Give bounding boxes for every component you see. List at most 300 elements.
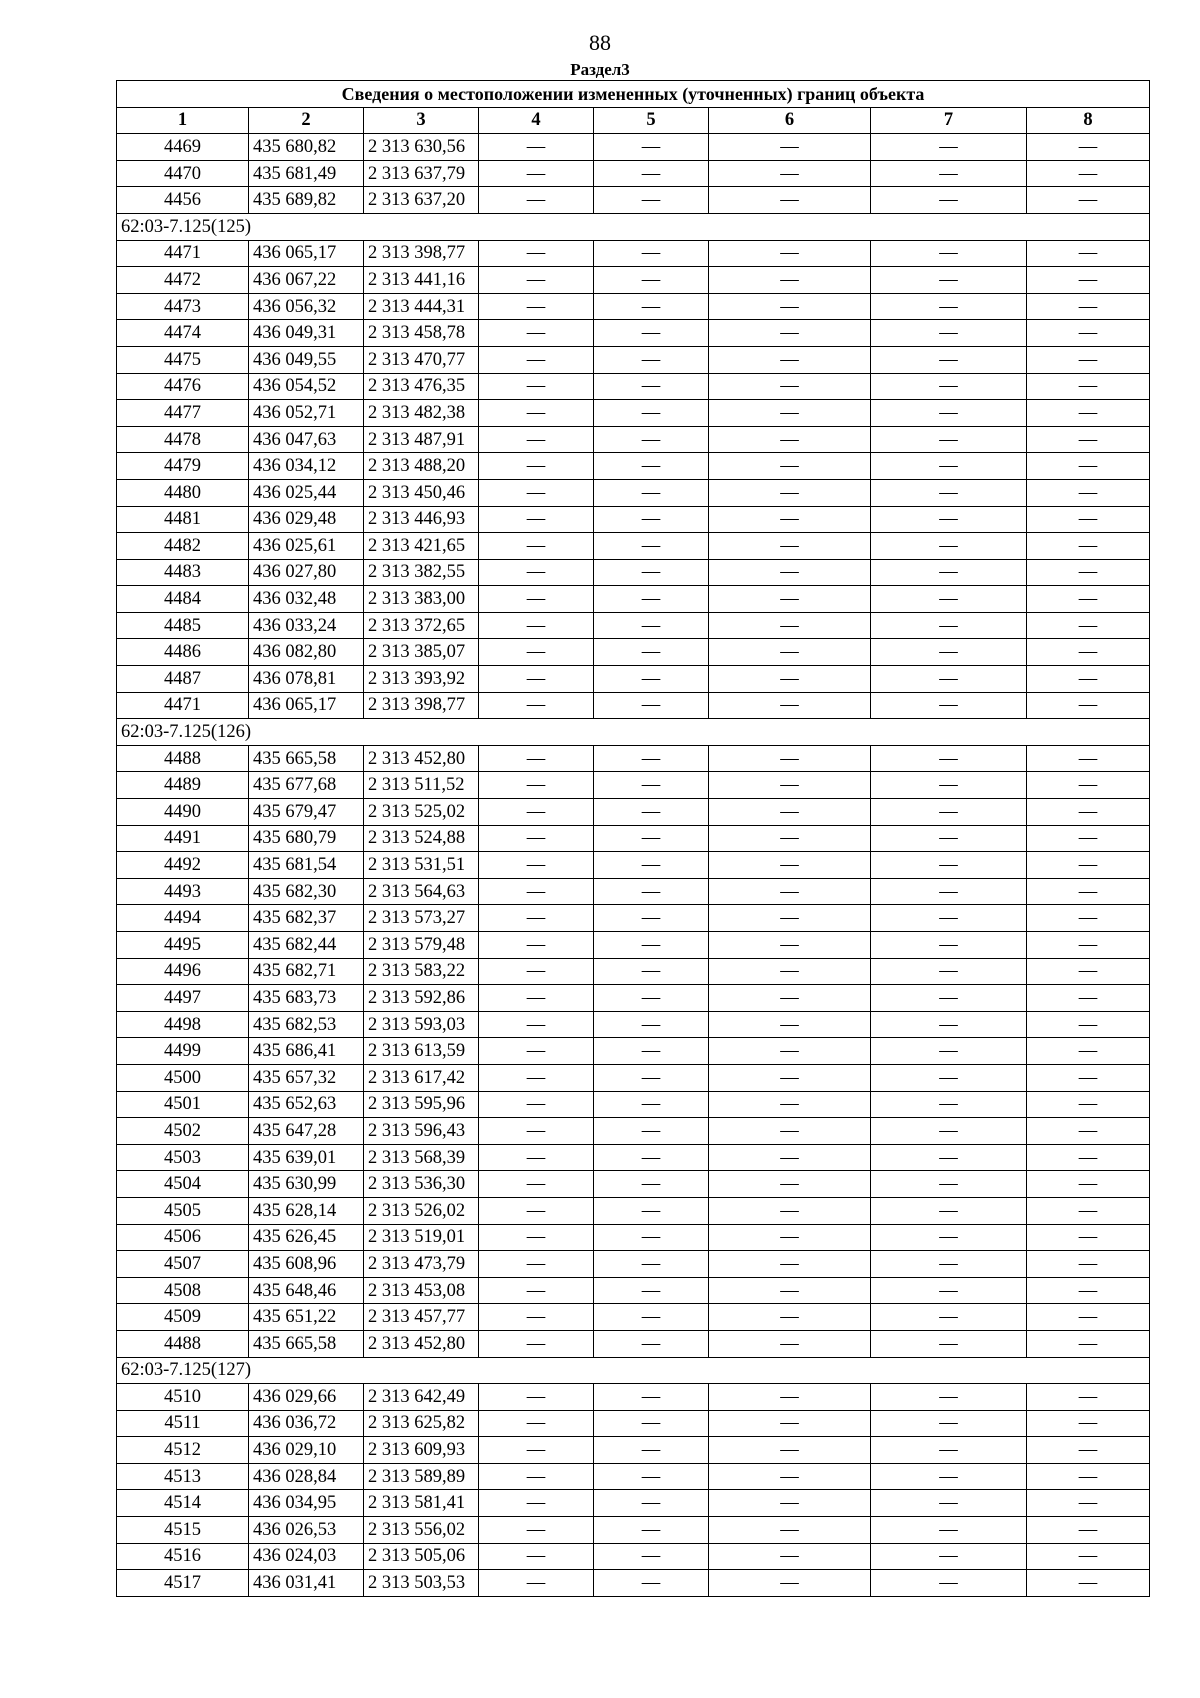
empty-value-cell-4: — xyxy=(479,160,594,187)
y-coordinate-cell: 2 313 595,96 xyxy=(364,1091,479,1118)
empty-value-cell-4: — xyxy=(479,1118,594,1145)
y-coordinate-cell: 2 313 589,89 xyxy=(364,1463,479,1490)
empty-value-cell-8: — xyxy=(1027,267,1150,294)
empty-value-cell-8: — xyxy=(1027,134,1150,161)
column-header-7: 7 xyxy=(871,107,1027,134)
y-coordinate-cell: 2 313 470,77 xyxy=(364,346,479,373)
empty-value-cell-7: — xyxy=(871,1277,1027,1304)
table-row xyxy=(117,666,1150,693)
empty-value-cell-7: — xyxy=(871,1570,1027,1597)
table-row xyxy=(117,1011,1150,1038)
y-coordinate-cell: 2 313 526,02 xyxy=(364,1197,479,1224)
empty-value-cell-8: — xyxy=(1027,559,1150,586)
empty-value-cell-5: — xyxy=(594,1224,709,1251)
empty-value-cell-5: — xyxy=(594,1437,709,1464)
group-row xyxy=(117,1357,1150,1384)
x-coordinate-cell: 436 031,41 xyxy=(249,1570,364,1597)
empty-value-cell-8: — xyxy=(1027,1330,1150,1357)
empty-value-cell-6: — xyxy=(709,799,871,826)
x-coordinate-cell: 436 025,44 xyxy=(249,479,364,506)
point-number-cell: 4499 xyxy=(117,1038,249,1065)
empty-value-cell-5: — xyxy=(594,1277,709,1304)
empty-value-cell-5: — xyxy=(594,1251,709,1278)
empty-value-cell-8: — xyxy=(1027,187,1150,214)
empty-value-cell-7: — xyxy=(871,160,1027,187)
table-row xyxy=(117,426,1150,453)
point-number-cell: 4456 xyxy=(117,187,249,214)
column-header-2: 2 xyxy=(249,107,364,134)
empty-value-cell-8: — xyxy=(1027,1437,1150,1464)
empty-value-cell-5: — xyxy=(594,1463,709,1490)
empty-value-cell-4: — xyxy=(479,320,594,347)
x-coordinate-cell: 435 680,82 xyxy=(249,134,364,161)
empty-value-cell-8: — xyxy=(1027,533,1150,560)
empty-value-cell-7: — xyxy=(871,985,1027,1012)
point-number-cell: 4475 xyxy=(117,346,249,373)
empty-value-cell-7: — xyxy=(871,320,1027,347)
empty-value-cell-6: — xyxy=(709,1570,871,1597)
empty-value-cell-5: — xyxy=(594,1118,709,1145)
empty-value-cell-5: — xyxy=(594,1543,709,1570)
table-row xyxy=(117,772,1150,799)
empty-value-cell-4: — xyxy=(479,1543,594,1570)
table-row xyxy=(117,1144,1150,1171)
empty-value-cell-8: — xyxy=(1027,346,1150,373)
empty-value-cell-8: — xyxy=(1027,1490,1150,1517)
empty-value-cell-4: — xyxy=(479,799,594,826)
table-row xyxy=(117,852,1150,879)
point-number-cell: 4479 xyxy=(117,453,249,480)
empty-value-cell-4: — xyxy=(479,1197,594,1224)
empty-value-cell-4: — xyxy=(479,187,594,214)
empty-value-cell-8: — xyxy=(1027,1570,1150,1597)
table-row xyxy=(117,1251,1150,1278)
table-row xyxy=(117,1570,1150,1597)
point-number-cell: 4511 xyxy=(117,1410,249,1437)
table-row xyxy=(117,612,1150,639)
empty-value-cell-6: — xyxy=(709,612,871,639)
empty-value-cell-8: — xyxy=(1027,1197,1150,1224)
empty-value-cell-7: — xyxy=(871,400,1027,427)
empty-value-cell-8: — xyxy=(1027,240,1150,267)
empty-value-cell-6: — xyxy=(709,453,871,480)
empty-value-cell-4: — xyxy=(479,1091,594,1118)
y-coordinate-cell: 2 313 398,77 xyxy=(364,692,479,719)
x-coordinate-cell: 436 047,63 xyxy=(249,426,364,453)
empty-value-cell-8: — xyxy=(1027,825,1150,852)
point-number-cell: 4492 xyxy=(117,852,249,879)
empty-value-cell-7: — xyxy=(871,453,1027,480)
x-coordinate-cell: 435 682,44 xyxy=(249,932,364,959)
empty-value-cell-7: — xyxy=(871,1384,1027,1411)
empty-value-cell-5: — xyxy=(594,1171,709,1198)
point-number-cell: 4484 xyxy=(117,586,249,613)
x-coordinate-cell: 436 034,95 xyxy=(249,1490,364,1517)
table-row xyxy=(117,1304,1150,1331)
empty-value-cell-4: — xyxy=(479,134,594,161)
empty-value-cell-4: — xyxy=(479,1463,594,1490)
empty-value-cell-5: — xyxy=(594,1197,709,1224)
empty-value-cell-4: — xyxy=(479,293,594,320)
point-number-cell: 4485 xyxy=(117,612,249,639)
empty-value-cell-8: — xyxy=(1027,1091,1150,1118)
empty-value-cell-4: — xyxy=(479,346,594,373)
empty-value-cell-7: — xyxy=(871,612,1027,639)
empty-value-cell-4: — xyxy=(479,1384,594,1411)
y-coordinate-cell: 2 313 457,77 xyxy=(364,1304,479,1331)
y-coordinate-cell: 2 313 592,86 xyxy=(364,985,479,1012)
y-coordinate-cell: 2 313 583,22 xyxy=(364,958,479,985)
y-coordinate-cell: 2 313 476,35 xyxy=(364,373,479,400)
group-label: 62:03-7.125(126) xyxy=(117,719,1150,746)
point-number-cell: 4488 xyxy=(117,1330,249,1357)
empty-value-cell-4: — xyxy=(479,479,594,506)
y-coordinate-cell: 2 313 482,38 xyxy=(364,400,479,427)
y-coordinate-cell: 2 313 450,46 xyxy=(364,479,479,506)
y-coordinate-cell: 2 313 446,93 xyxy=(364,506,479,533)
point-number-cell: 4480 xyxy=(117,479,249,506)
y-coordinate-cell: 2 313 383,00 xyxy=(364,586,479,613)
x-coordinate-cell: 436 067,22 xyxy=(249,267,364,294)
empty-value-cell-7: — xyxy=(871,1490,1027,1517)
empty-value-cell-6: — xyxy=(709,932,871,959)
empty-value-cell-6: — xyxy=(709,1144,871,1171)
x-coordinate-cell: 435 652,63 xyxy=(249,1091,364,1118)
table-row xyxy=(117,905,1150,932)
empty-value-cell-6: — xyxy=(709,1543,871,1570)
x-coordinate-cell: 436 027,80 xyxy=(249,559,364,586)
table-row xyxy=(117,958,1150,985)
page-number: 88 xyxy=(589,30,611,55)
table-row xyxy=(117,1038,1150,1065)
group-label: 62:03-7.125(125) xyxy=(117,213,1150,240)
x-coordinate-cell: 435 630,99 xyxy=(249,1171,364,1198)
point-number-cell: 4491 xyxy=(117,825,249,852)
point-number-cell: 4470 xyxy=(117,160,249,187)
empty-value-cell-8: — xyxy=(1027,160,1150,187)
point-number-cell: 4505 xyxy=(117,1197,249,1224)
group-row xyxy=(117,719,1150,746)
y-coordinate-cell: 2 313 642,49 xyxy=(364,1384,479,1411)
empty-value-cell-5: — xyxy=(594,400,709,427)
coordinates-table xyxy=(116,80,1150,1597)
empty-value-cell-4: — xyxy=(479,1490,594,1517)
empty-value-cell-8: — xyxy=(1027,745,1150,772)
table-row xyxy=(117,1490,1150,1517)
point-number-cell: 4496 xyxy=(117,958,249,985)
y-coordinate-cell: 2 313 519,01 xyxy=(364,1224,479,1251)
table-row xyxy=(117,1197,1150,1224)
empty-value-cell-7: — xyxy=(871,932,1027,959)
y-coordinate-cell: 2 313 564,63 xyxy=(364,878,479,905)
y-coordinate-cell: 2 313 556,02 xyxy=(364,1517,479,1544)
empty-value-cell-5: — xyxy=(594,958,709,985)
table-row xyxy=(117,506,1150,533)
empty-value-cell-5: — xyxy=(594,985,709,1012)
empty-value-cell-6: — xyxy=(709,293,871,320)
empty-value-cell-6: — xyxy=(709,426,871,453)
empty-value-cell-7: — xyxy=(871,905,1027,932)
empty-value-cell-4: — xyxy=(479,559,594,586)
point-number-cell: 4517 xyxy=(117,1570,249,1597)
empty-value-cell-8: — xyxy=(1027,692,1150,719)
empty-value-cell-5: — xyxy=(594,1011,709,1038)
x-coordinate-cell: 436 052,71 xyxy=(249,400,364,427)
empty-value-cell-6: — xyxy=(709,878,871,905)
empty-value-cell-8: — xyxy=(1027,373,1150,400)
empty-value-cell-6: — xyxy=(709,958,871,985)
empty-value-cell-5: — xyxy=(594,346,709,373)
point-number-cell: 4509 xyxy=(117,1304,249,1331)
table-row xyxy=(117,479,1150,506)
empty-value-cell-4: — xyxy=(479,267,594,294)
empty-value-cell-5: — xyxy=(594,666,709,693)
y-coordinate-cell: 2 313 382,55 xyxy=(364,559,479,586)
empty-value-cell-6: — xyxy=(709,586,871,613)
empty-value-cell-8: — xyxy=(1027,1543,1150,1570)
empty-value-cell-8: — xyxy=(1027,1144,1150,1171)
x-coordinate-cell: 435 682,37 xyxy=(249,905,364,932)
empty-value-cell-6: — xyxy=(709,1118,871,1145)
y-coordinate-cell: 2 313 617,42 xyxy=(364,1064,479,1091)
table-row xyxy=(117,1384,1150,1411)
empty-value-cell-4: — xyxy=(479,905,594,932)
point-number-cell: 4481 xyxy=(117,506,249,533)
empty-value-cell-8: — xyxy=(1027,958,1150,985)
column-header-3: 3 xyxy=(364,107,479,134)
empty-value-cell-6: — xyxy=(709,1384,871,1411)
table-row xyxy=(117,187,1150,214)
empty-value-cell-6: — xyxy=(709,1463,871,1490)
x-coordinate-cell: 436 049,55 xyxy=(249,346,364,373)
empty-value-cell-7: — xyxy=(871,772,1027,799)
table-row xyxy=(117,985,1150,1012)
empty-value-cell-5: — xyxy=(594,639,709,666)
empty-value-cell-5: — xyxy=(594,1304,709,1331)
x-coordinate-cell: 435 651,22 xyxy=(249,1304,364,1331)
x-coordinate-cell: 436 029,10 xyxy=(249,1437,364,1464)
empty-value-cell-7: — xyxy=(871,1091,1027,1118)
x-coordinate-cell: 435 647,28 xyxy=(249,1118,364,1145)
empty-value-cell-6: — xyxy=(709,985,871,1012)
empty-value-cell-5: — xyxy=(594,267,709,294)
empty-value-cell-4: — xyxy=(479,1064,594,1091)
x-coordinate-cell: 435 681,49 xyxy=(249,160,364,187)
empty-value-cell-4: — xyxy=(479,878,594,905)
empty-value-cell-4: — xyxy=(479,612,594,639)
y-coordinate-cell: 2 313 458,78 xyxy=(364,320,479,347)
empty-value-cell-8: — xyxy=(1027,1118,1150,1145)
table-row xyxy=(117,293,1150,320)
empty-value-cell-6: — xyxy=(709,533,871,560)
empty-value-cell-6: — xyxy=(709,1490,871,1517)
point-number-cell: 4497 xyxy=(117,985,249,1012)
x-coordinate-cell: 435 680,79 xyxy=(249,825,364,852)
table-row xyxy=(117,240,1150,267)
x-coordinate-cell: 436 033,24 xyxy=(249,612,364,639)
empty-value-cell-6: — xyxy=(709,1517,871,1544)
y-coordinate-cell: 2 313 503,53 xyxy=(364,1570,479,1597)
empty-value-cell-6: — xyxy=(709,1224,871,1251)
empty-value-cell-6: — xyxy=(709,479,871,506)
table-caption: Сведения о местоположении измененных (уточненных) границ объекта xyxy=(117,81,1150,108)
empty-value-cell-5: — xyxy=(594,1064,709,1091)
empty-value-cell-5: — xyxy=(594,506,709,533)
y-coordinate-cell: 2 313 568,39 xyxy=(364,1144,479,1171)
empty-value-cell-4: — xyxy=(479,1437,594,1464)
empty-value-cell-6: — xyxy=(709,1251,871,1278)
empty-value-cell-5: — xyxy=(594,852,709,879)
empty-value-cell-8: — xyxy=(1027,985,1150,1012)
empty-value-cell-6: — xyxy=(709,1011,871,1038)
x-coordinate-cell: 436 026,53 xyxy=(249,1517,364,1544)
empty-value-cell-5: — xyxy=(594,825,709,852)
empty-value-cell-7: — xyxy=(871,825,1027,852)
x-coordinate-cell: 436 082,80 xyxy=(249,639,364,666)
empty-value-cell-8: — xyxy=(1027,400,1150,427)
y-coordinate-cell: 2 313 473,79 xyxy=(364,1251,479,1278)
x-coordinate-cell: 435 682,53 xyxy=(249,1011,364,1038)
y-coordinate-cell: 2 313 511,52 xyxy=(364,772,479,799)
point-number-cell: 4473 xyxy=(117,293,249,320)
empty-value-cell-6: — xyxy=(709,134,871,161)
empty-value-cell-8: — xyxy=(1027,852,1150,879)
empty-value-cell-6: — xyxy=(709,639,871,666)
point-number-cell: 4493 xyxy=(117,878,249,905)
empty-value-cell-6: — xyxy=(709,1437,871,1464)
point-number-cell: 4515 xyxy=(117,1517,249,1544)
y-coordinate-cell: 2 313 487,91 xyxy=(364,426,479,453)
empty-value-cell-5: — xyxy=(594,772,709,799)
empty-value-cell-7: — xyxy=(871,267,1027,294)
point-number-cell: 4477 xyxy=(117,400,249,427)
y-coordinate-cell: 2 313 385,07 xyxy=(364,639,479,666)
empty-value-cell-8: — xyxy=(1027,1517,1150,1544)
x-coordinate-cell: 435 686,41 xyxy=(249,1038,364,1065)
empty-value-cell-6: — xyxy=(709,1197,871,1224)
empty-value-cell-7: — xyxy=(871,479,1027,506)
empty-value-cell-4: — xyxy=(479,825,594,852)
empty-value-cell-8: — xyxy=(1027,586,1150,613)
empty-value-cell-7: — xyxy=(871,1224,1027,1251)
empty-value-cell-8: — xyxy=(1027,612,1150,639)
point-number-cell: 4471 xyxy=(117,692,249,719)
empty-value-cell-5: — xyxy=(594,932,709,959)
empty-value-cell-4: — xyxy=(479,985,594,1012)
y-coordinate-cell: 2 313 625,82 xyxy=(364,1410,479,1437)
empty-value-cell-6: — xyxy=(709,1171,871,1198)
section-title: Раздел3 xyxy=(570,60,630,79)
point-number-cell: 4503 xyxy=(117,1144,249,1171)
table-row xyxy=(117,1171,1150,1198)
point-number-cell: 4483 xyxy=(117,559,249,586)
empty-value-cell-5: — xyxy=(594,1410,709,1437)
x-coordinate-cell: 436 065,17 xyxy=(249,240,364,267)
table-row xyxy=(117,692,1150,719)
x-coordinate-cell: 435 665,58 xyxy=(249,1330,364,1357)
point-number-cell: 4474 xyxy=(117,320,249,347)
empty-value-cell-8: — xyxy=(1027,293,1150,320)
empty-value-cell-5: — xyxy=(594,453,709,480)
empty-value-cell-4: — xyxy=(479,586,594,613)
empty-value-cell-6: — xyxy=(709,1038,871,1065)
empty-value-cell-7: — xyxy=(871,1038,1027,1065)
empty-value-cell-4: — xyxy=(479,745,594,772)
column-header-4: 4 xyxy=(479,107,594,134)
y-coordinate-cell: 2 313 421,65 xyxy=(364,533,479,560)
x-coordinate-cell: 435 689,82 xyxy=(249,187,364,214)
point-number-cell: 4516 xyxy=(117,1543,249,1570)
table-row xyxy=(117,745,1150,772)
y-coordinate-cell: 2 313 452,80 xyxy=(364,745,479,772)
empty-value-cell-7: — xyxy=(871,1171,1027,1198)
x-coordinate-cell: 435 648,46 xyxy=(249,1277,364,1304)
x-coordinate-cell: 436 036,72 xyxy=(249,1410,364,1437)
empty-value-cell-8: — xyxy=(1027,1384,1150,1411)
empty-value-cell-8: — xyxy=(1027,639,1150,666)
empty-value-cell-7: — xyxy=(871,1251,1027,1278)
empty-value-cell-5: — xyxy=(594,559,709,586)
empty-value-cell-6: — xyxy=(709,1091,871,1118)
point-number-cell: 4506 xyxy=(117,1224,249,1251)
empty-value-cell-4: — xyxy=(479,240,594,267)
y-coordinate-cell: 2 313 488,20 xyxy=(364,453,479,480)
empty-value-cell-8: — xyxy=(1027,932,1150,959)
x-coordinate-cell: 436 056,32 xyxy=(249,293,364,320)
y-coordinate-cell: 2 313 524,88 xyxy=(364,825,479,852)
empty-value-cell-8: — xyxy=(1027,878,1150,905)
column-header-6: 6 xyxy=(709,107,871,134)
table-row xyxy=(117,320,1150,347)
point-number-cell: 4478 xyxy=(117,426,249,453)
table-row xyxy=(117,1330,1150,1357)
empty-value-cell-7: — xyxy=(871,1463,1027,1490)
empty-value-cell-6: — xyxy=(709,772,871,799)
y-coordinate-cell: 2 313 398,77 xyxy=(364,240,479,267)
x-coordinate-cell: 435 608,96 xyxy=(249,1251,364,1278)
empty-value-cell-6: — xyxy=(709,852,871,879)
empty-value-cell-4: — xyxy=(479,1570,594,1597)
empty-value-cell-8: — xyxy=(1027,666,1150,693)
column-header-5: 5 xyxy=(594,107,709,134)
empty-value-cell-7: — xyxy=(871,426,1027,453)
empty-value-cell-4: — xyxy=(479,1171,594,1198)
empty-value-cell-5: — xyxy=(594,878,709,905)
y-coordinate-cell: 2 313 596,43 xyxy=(364,1118,479,1145)
point-number-cell: 4508 xyxy=(117,1277,249,1304)
empty-value-cell-4: — xyxy=(479,1224,594,1251)
y-coordinate-cell: 2 313 573,27 xyxy=(364,905,479,932)
empty-value-cell-7: — xyxy=(871,373,1027,400)
empty-value-cell-7: — xyxy=(871,799,1027,826)
empty-value-cell-7: — xyxy=(871,692,1027,719)
empty-value-cell-5: — xyxy=(594,479,709,506)
empty-value-cell-5: — xyxy=(594,373,709,400)
point-number-cell: 4488 xyxy=(117,745,249,772)
empty-value-cell-7: — xyxy=(871,1517,1027,1544)
empty-value-cell-8: — xyxy=(1027,506,1150,533)
table-row xyxy=(117,373,1150,400)
empty-value-cell-5: — xyxy=(594,1490,709,1517)
y-coordinate-cell: 2 313 613,59 xyxy=(364,1038,479,1065)
empty-value-cell-7: — xyxy=(871,1064,1027,1091)
y-coordinate-cell: 2 313 609,93 xyxy=(364,1437,479,1464)
empty-value-cell-4: — xyxy=(479,639,594,666)
point-number-cell: 4490 xyxy=(117,799,249,826)
table-row xyxy=(117,267,1150,294)
point-number-cell: 4510 xyxy=(117,1384,249,1411)
empty-value-cell-5: — xyxy=(594,293,709,320)
